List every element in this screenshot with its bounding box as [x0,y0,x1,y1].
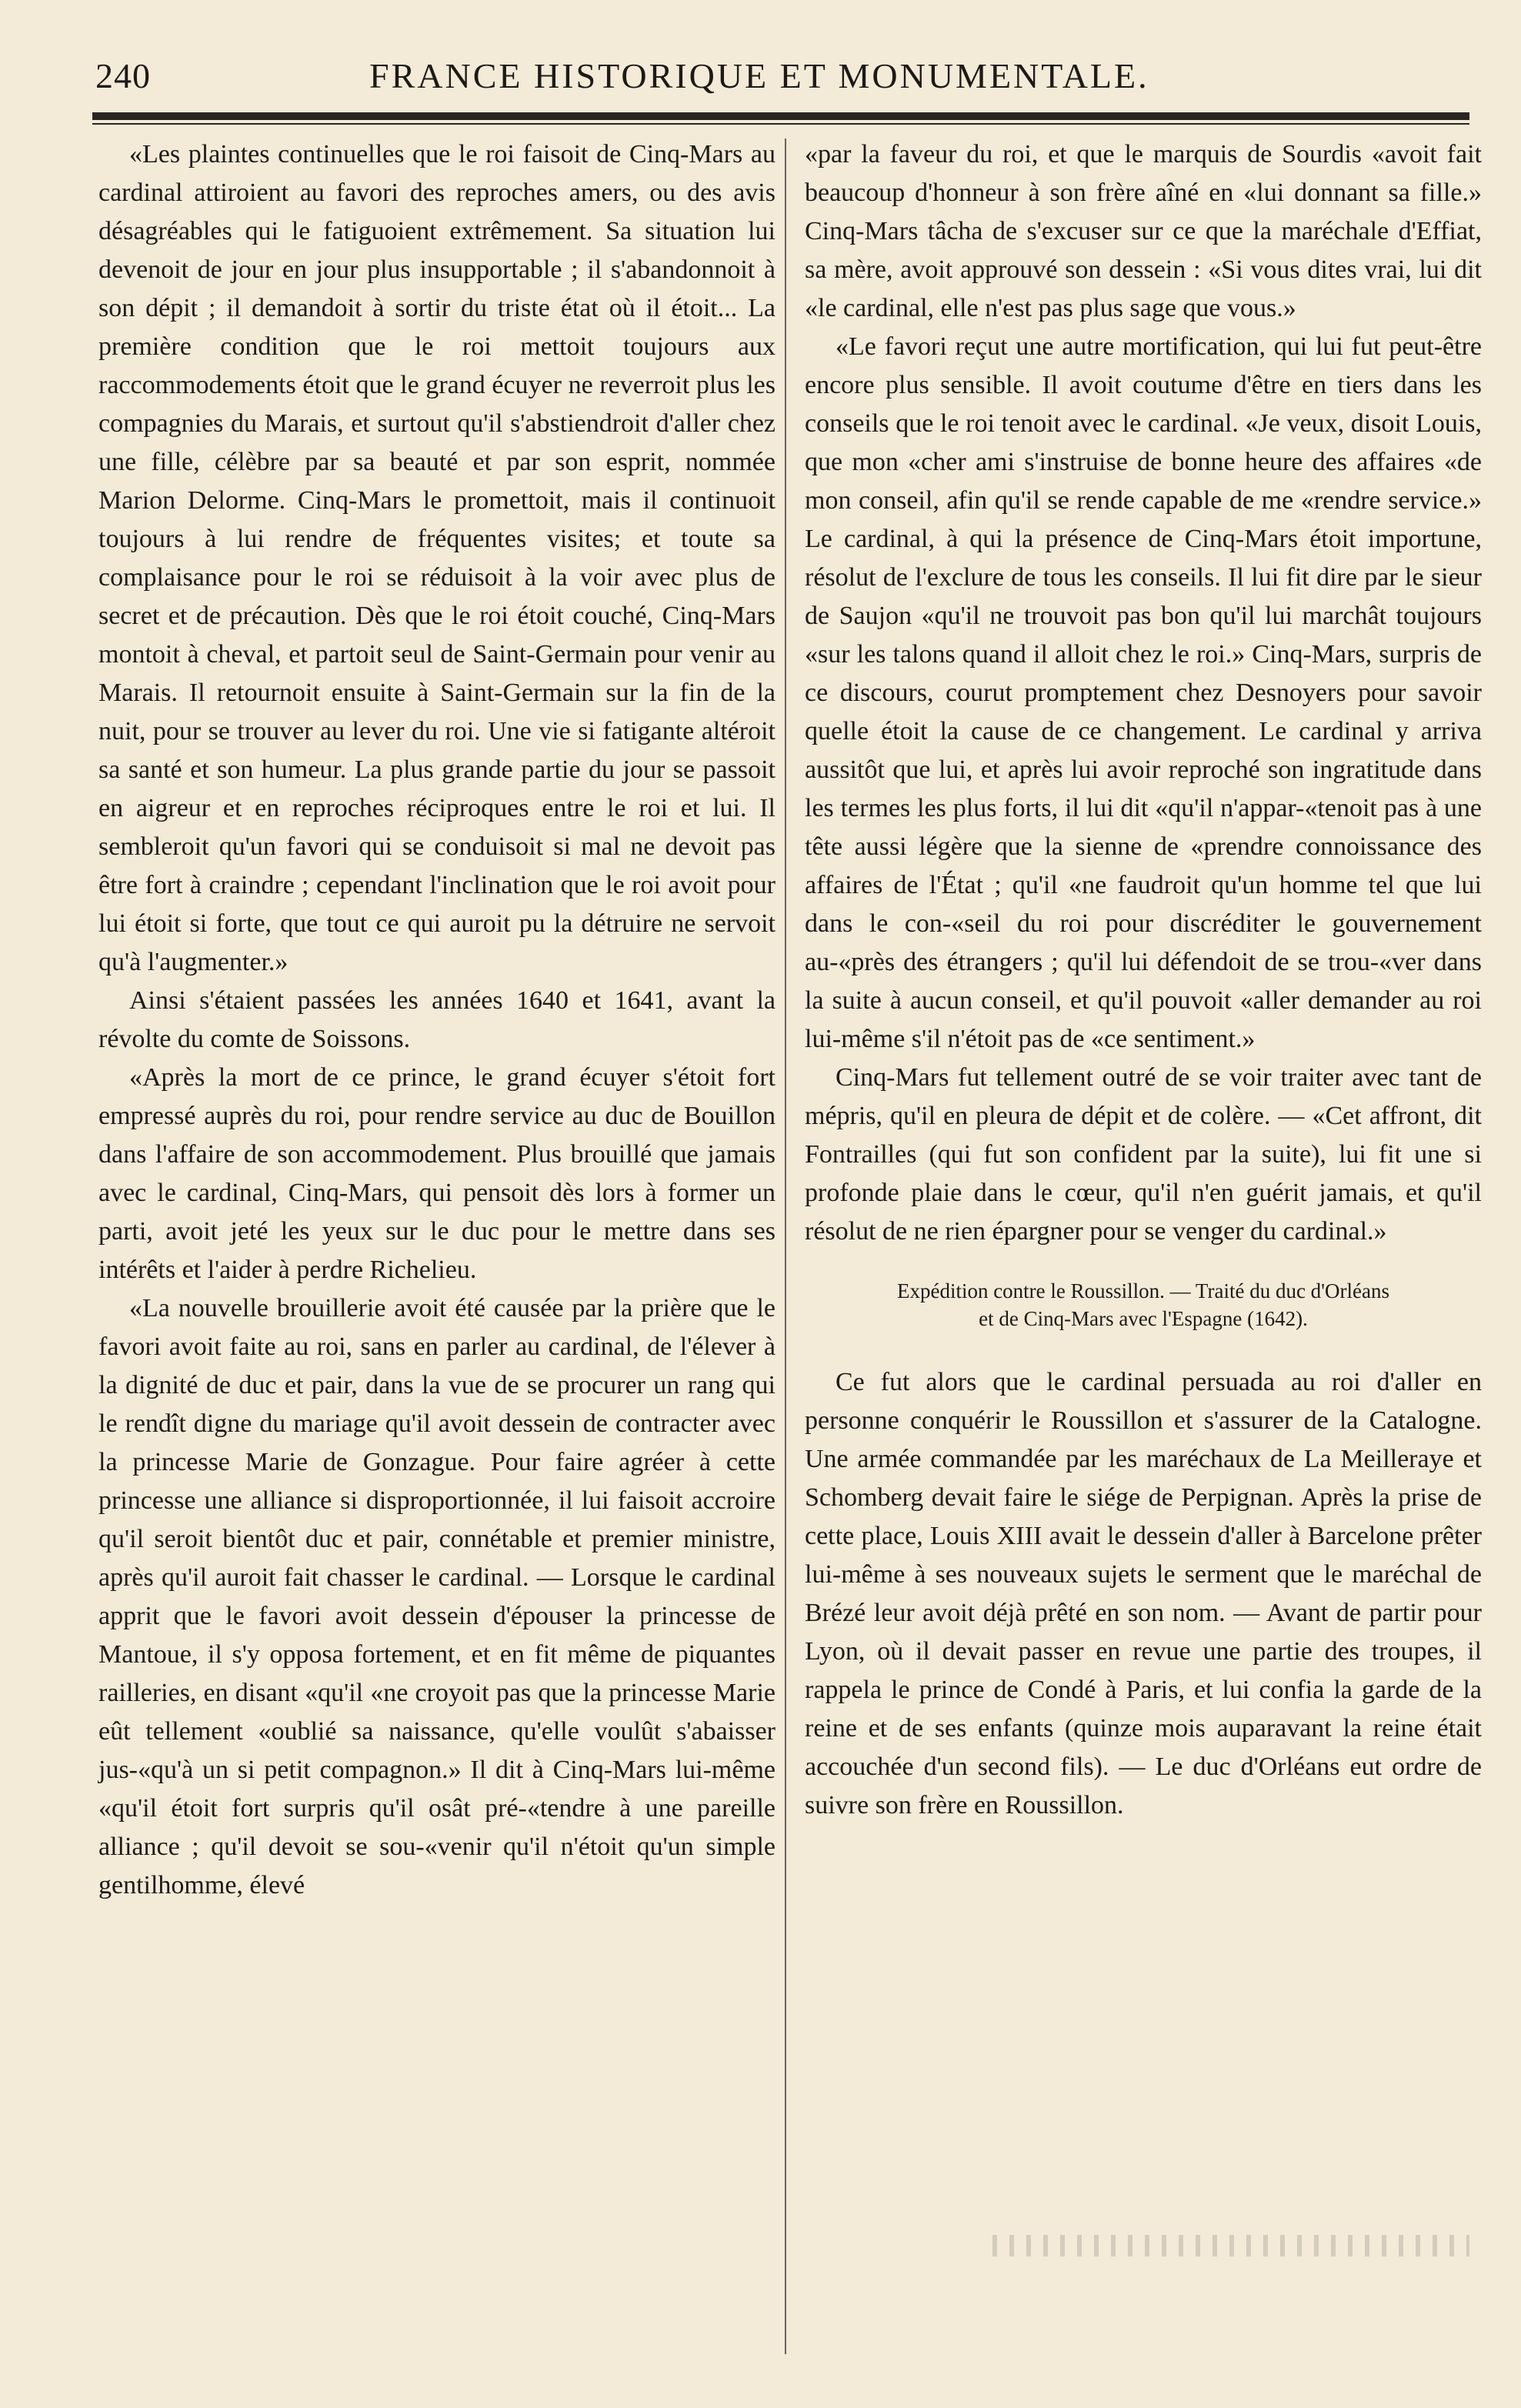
left-paragraph-3: «Après la mort de ce prince, le grand écuyer s'étoit fort empressé auprès du roi, pour rendre service au duc de Bouillon dans l'affaire de son accommodement. Plus brouillé que jamais avec le cardinal, Cinq-Mars, qui pensoit dès lors à former un parti, avoit jeté les yeux sur le duc pour le mettre dans ses intérêts et l'aider à perdre Richelieu. [98,1063,776,1284]
left-paragraph-1: «Les plaintes continuelles que le roi faisoit de Cinq-Mars au cardinal attiroient au favori des reproches amers, ou des avis désagréables qui le fatiguoient extrêmement. Sa situation lui devenoit de jour en jour plus insupportable ; il s'abandonnoit à son dépit ; il demandoit à sortir du triste état où il étoit... La première condition que le roi mettoit toujours aux raccommodements étoit que le grand écuyer ne reverroit plus les compagnies du Marais, et surtout qu'il s'abstiendroit d'aller chez une fille, célèbre par sa beauté et par son esprit, nommée Marion Delorme. Cinq-Mars le promettoit, mais il continuoit toujours à lui rendre de fréquentes visites; et toute sa complaisance pour le roi se réduisoit à la voir avec plus de secret et de précaution. Dès que le roi étoit couché, Cinq-Mars montoit à cheval, et partoit seul de Saint-Germain pour venir au Marais. Il retournoit ensuite à Saint-Germain sur la fin de la nuit, pour se trouver au lever du roi. Une vie si fatigante altéroit sa santé et son humeur. La plus grande partie du jour se passoit en aigreur et en reproches réciproques entre le roi et lui. Il sembleroit qu'un favori qui se conduisoit si mal ne devoit pas être fort à craindre ; cependant l'inclination que le roi avoit pour lui étoit si forte, que tout ce qui auroit pu la détruire ne servoit qu'à l'augmenter.» [98,140,776,976]
right-paragraph-4: Ce fut alors que le cardinal persuada au roi d'aller en personne conquérir le Roussillon et s'assurer de la Catalogne. Une armée commandée par les maréchaux de La Meilleraye et Schomberg devait faire le siége de Perpignan. Après la prise de cette place, Louis XIII avait le dessein d'aller à Barcelone prêter lui-même à ses nouveaux sujets le serment que le maréchal de Brézé leur avoit déjà prêté en son nom. — Avant de partir pour Lyon, où il devait passer en revue une partie des troupes, il rappela le prince de Condé à Paris, et lui confia la garde de la reine et de ses enfants (quinze mois auparavant la reine était accouchée d'un second fils). — Le duc d'Orléans eut ordre de suivre son frère en Roussillon. [805,1368,1482,1819]
left-paragraph-2: Ainsi s'étaient passées les années 1640 et 1641, avant la révolte du comte de Soissons. [98,986,776,1053]
section-heading-line-2: et de Cinq-Mars avec l'Espagne (1642). [979,1307,1308,1330]
column-divider [785,138,786,2354]
section-heading-line-1: Expédition contre le Roussillon. — Traité du duc d'Orléans [896,1279,1390,1302]
section-heading [805,1277,1482,1332]
running-title: FRANCE HISTORIQUE ET MONUMENTALE. [369,56,1149,95]
right-paragraph-1: «par la faveur du roi, et que le marquis de Sourdis «avoit fait beaucoup d'honneur à son frère aîné en «lui donnant sa fille.» Cinq-Mars tâcha de s'excuser sur ce que la maréchale d'Effiat, sa mère, avoit approuvé son dessein : «Si vous dites vrai, lui dit «le cardinal, elle n'est pas plus sage que vous.» [805,140,1482,322]
right-paragraph-2: «Le favori reçut une autre mortification, qui lui fut peut-être encore plus sensible. Il avoit coutume d'être en tiers dans les conseils que le roi tenoit avec le cardinal. «Je veux, disoit Louis, que mon «cher ami s'instruise de bonne heure des affaires «de mon conseil, afin qu'il se rende capable de me «rendre service.» Le cardinal, à qui la présence de Cinq-Mars étoit importune, résolut de l'exclure de tous les conseils. Il lui fit dire par le sieur de Saujon «qu'il ne trouvoit pas bon qu'il lui marchât toujours «sur les talons quand il alloit chez le roi.» Cinq-Mars, surpris de ce discours, courut promptement chez Desnoyers pour savoir quelle étoit la cause de ce changement. Le cardinal y arriva aussitôt que lui, et après lui avoir reproché son ingratitude dans les termes les plus forts, il lui dit «qu'il n'appar-«tenoit pas à une tête aussi légère que la sienne de «prendre connoissance des affaires de l'État ; qu'il «ne faudroit qu'un homme tel que lui dans le con-«seil du roi pour discréditer le gouvernement au-«près des étrangers ; qu'il lui défendoit de se trou-«ver dans la suite à aucun conseil, et qu'il pouvoit «aller demander au roi lui-même s'il n'étoit pas de «ce sentiment.» [805,332,1482,1053]
left-column [98,135,776,1905]
left-paragraph-4: «La nouvelle brouillerie avoit été causée par la prière que le favori avoit faite au roi, sans en parler au cardinal, de l'élever à la dignité de duc et pair, dans la vue de se procurer un rang qui le rendît digne du mariage qu'il avoit dessein de contracter avec la princesse Marie de Gonzague. Pour faire agréer à cette princesse une alliance si disproportionnée, il lui faisoit accroire qu'il seroit bientôt duc et pair, connétable et premier ministre, après qu'il auroit fait chasser le cardinal. — Lorsque le cardinal apprit que le favori avoit dessein d'épouser la princesse de Mantoue, il s'y opposa fortement, et en fit même de piquantes railleries, en disant «qu'il «ne croyoit pas que la princesse Marie eût tellement «oublié sa naissance, qu'elle voulût s'abaisser jus-«qu'à un si petit compagnon.» Il dit à Cinq-Mars lui-même «qu'il étoit fort surpris qu'il osât pré-«tendre à une pareille alliance ; qu'il devoit se sou-«venir qu'il n'étoit qu'un simple gentilhomme, élevé [98,1294,776,1899]
page-number: 240 [95,56,151,95]
print-smudge [992,2235,1469,2256]
page-header [92,55,1477,109]
header-rule-thick [92,112,1469,120]
right-paragraph-3: Cinq-Mars fut tellement outré de se voir traiter avec tant de mépris, qu'il en pleura de dépit et de colère. — «Cet affront, dit Fontrailles (qui fut son confident par la suite), lui fit une si profonde plaie dans le cœur, qu'il n'en guérit jamais, et qu'il résolut de ne rien épargner pour se venger du cardinal.» [805,1063,1482,1246]
header-rule-thin [92,123,1469,125]
right-column [805,135,1482,1825]
